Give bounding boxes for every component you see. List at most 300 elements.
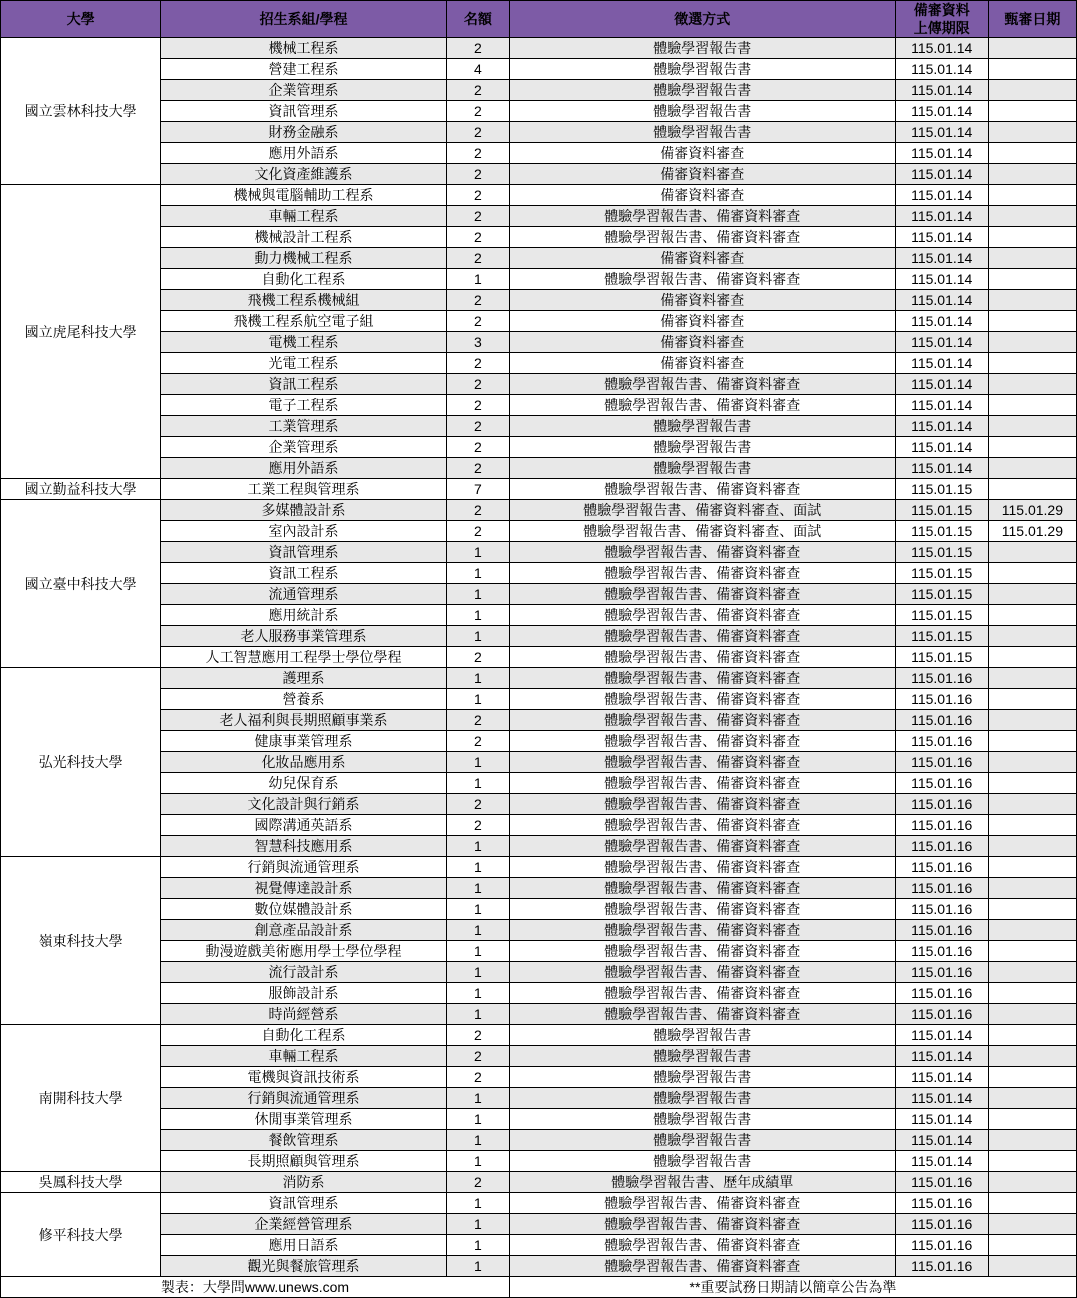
deadline-cell: 115.01.16 — [895, 1193, 988, 1214]
method-cell: 體驗學習報告書 — [509, 101, 895, 122]
deadline-cell: 115.01.16 — [895, 773, 988, 794]
interview-date-cell — [988, 626, 1076, 647]
department-cell: 機械與電腦輔助工程系 — [161, 185, 447, 206]
deadline-cell: 115.01.14 — [895, 1109, 988, 1130]
interview-date-cell — [988, 1193, 1076, 1214]
deadline-cell: 115.01.14 — [895, 1025, 988, 1046]
department-cell: 資訊管理系 — [161, 1193, 447, 1214]
quota-cell: 1 — [446, 1151, 509, 1172]
table-row — [1, 500, 1077, 521]
interview-date-cell — [988, 668, 1076, 689]
method-cell: 體驗學習報告書 — [509, 59, 895, 80]
table-row — [1, 1004, 1077, 1025]
table-row — [1, 416, 1077, 437]
method-cell: 體驗學習報告書、備審資料審查 — [509, 395, 895, 416]
quota-cell: 2 — [446, 1046, 509, 1067]
method-cell: 體驗學習報告書、備審資料審查 — [509, 836, 895, 857]
interview-date-cell — [988, 101, 1076, 122]
table-row — [1, 605, 1077, 626]
table-row — [1, 542, 1077, 563]
deadline-cell: 115.01.14 — [895, 164, 988, 185]
table-row — [1, 311, 1077, 332]
quota-cell: 2 — [446, 416, 509, 437]
deadline-cell: 115.01.16 — [895, 899, 988, 920]
department-cell: 應用外語系 — [161, 143, 447, 164]
method-cell: 體驗學習報告書、備審資料審查 — [509, 647, 895, 668]
interview-date-cell — [988, 1151, 1076, 1172]
interview-date-cell — [988, 1130, 1076, 1151]
deadline-cell: 115.01.16 — [895, 731, 988, 752]
table-row — [1, 836, 1077, 857]
interview-date-cell — [988, 374, 1076, 395]
quota-cell: 1 — [446, 857, 509, 878]
table-row — [1, 1109, 1077, 1130]
method-cell: 體驗學習報告書、備審資料審查 — [509, 668, 895, 689]
department-cell: 財務金融系 — [161, 122, 447, 143]
table-row — [1, 143, 1077, 164]
table-row — [1, 710, 1077, 731]
method-cell: 體驗學習報告書、備審資料審查 — [509, 920, 895, 941]
method-cell: 體驗學習報告書、備審資料審查 — [509, 374, 895, 395]
deadline-cell: 115.01.16 — [895, 710, 988, 731]
deadline-cell: 115.01.14 — [895, 122, 988, 143]
interview-date-cell — [988, 962, 1076, 983]
department-cell: 創意產品設計系 — [161, 920, 447, 941]
quota-cell: 1 — [446, 1235, 509, 1256]
department-cell: 護理系 — [161, 668, 447, 689]
deadline-cell: 115.01.14 — [895, 185, 988, 206]
deadline-cell: 115.01.16 — [895, 983, 988, 1004]
deadline-cell: 115.01.15 — [895, 647, 988, 668]
quota-cell: 1 — [446, 899, 509, 920]
method-cell: 體驗學習報告書 — [509, 416, 895, 437]
interview-date-cell — [988, 920, 1076, 941]
interview-date-cell — [988, 941, 1076, 962]
department-cell: 行銷與流通管理系 — [161, 857, 447, 878]
quota-cell: 2 — [446, 1172, 509, 1193]
department-cell: 文化設計與行銷系 — [161, 794, 447, 815]
method-cell: 體驗學習報告書、備審資料審查 — [509, 731, 895, 752]
column-header-method: 徵選方式 — [509, 1, 895, 38]
table-row — [1, 521, 1077, 542]
interview-date-cell — [988, 479, 1076, 500]
method-cell: 體驗學習報告書、備審資料審查 — [509, 815, 895, 836]
interview-date-cell: 115.01.29 — [988, 500, 1076, 521]
method-cell: 體驗學習報告書、備審資料審查 — [509, 857, 895, 878]
department-cell: 車輛工程系 — [161, 1046, 447, 1067]
interview-date-cell — [988, 353, 1076, 374]
department-cell: 機械設計工程系 — [161, 227, 447, 248]
department-cell: 自動化工程系 — [161, 269, 447, 290]
table-row — [1, 1235, 1077, 1256]
quota-cell: 1 — [446, 584, 509, 605]
department-cell: 電機與資訊技術系 — [161, 1067, 447, 1088]
department-cell: 服飾設計系 — [161, 983, 447, 1004]
footer-note: **重要試務日期請以簡章公告為準 — [509, 1277, 1076, 1298]
interview-date-cell — [988, 542, 1076, 563]
quota-cell: 2 — [446, 185, 509, 206]
interview-date-cell — [988, 1256, 1076, 1277]
department-cell: 飛機工程系機械組 — [161, 290, 447, 311]
quota-cell: 1 — [446, 689, 509, 710]
table-row — [1, 563, 1077, 584]
method-cell: 體驗學習報告書、備審資料審查 — [509, 227, 895, 248]
university-cell: 修平科技大學 — [1, 1193, 161, 1277]
interview-date-cell — [988, 416, 1076, 437]
method-cell: 體驗學習報告書、備審資料審查 — [509, 983, 895, 1004]
table-row — [1, 164, 1077, 185]
method-cell: 體驗學習報告書、備審資料審查 — [509, 1004, 895, 1025]
deadline-cell: 115.01.16 — [895, 941, 988, 962]
quota-cell: 1 — [446, 1088, 509, 1109]
method-cell: 體驗學習報告書、備審資料審查 — [509, 1193, 895, 1214]
method-cell: 體驗學習報告書、備審資料審查、面試 — [509, 521, 895, 542]
method-cell: 體驗學習報告書 — [509, 458, 895, 479]
deadline-cell: 115.01.14 — [895, 1046, 988, 1067]
quota-cell: 2 — [446, 1067, 509, 1088]
quota-cell: 1 — [446, 773, 509, 794]
department-cell: 行銷與流通管理系 — [161, 1088, 447, 1109]
table-row — [1, 290, 1077, 311]
quota-cell: 1 — [446, 1109, 509, 1130]
deadline-cell: 115.01.15 — [895, 500, 988, 521]
quota-cell: 1 — [446, 920, 509, 941]
method-cell: 體驗學習報告書、備審資料審查 — [509, 899, 895, 920]
interview-date-cell — [988, 164, 1076, 185]
department-cell: 企業管理系 — [161, 437, 447, 458]
quota-cell: 2 — [446, 227, 509, 248]
department-cell: 老人福利與長期照顧事業系 — [161, 710, 447, 731]
interview-date-cell — [988, 248, 1076, 269]
department-cell: 工業管理系 — [161, 416, 447, 437]
deadline-cell: 115.01.14 — [895, 248, 988, 269]
quota-cell: 2 — [446, 206, 509, 227]
deadline-cell: 115.01.16 — [895, 1004, 988, 1025]
department-cell: 電子工程系 — [161, 395, 447, 416]
department-cell: 觀光與餐旅管理系 — [161, 1256, 447, 1277]
table-row — [1, 479, 1077, 500]
method-cell: 體驗學習報告書、備審資料審查 — [509, 878, 895, 899]
method-cell: 體驗學習報告書、備審資料審查 — [509, 563, 895, 584]
interview-date-cell — [988, 752, 1076, 773]
interview-date-cell — [988, 227, 1076, 248]
department-cell: 飛機工程系航空電子組 — [161, 311, 447, 332]
quota-cell: 1 — [446, 542, 509, 563]
interview-date-cell — [988, 290, 1076, 311]
interview-date-cell — [988, 1067, 1076, 1088]
interview-date-cell — [988, 605, 1076, 626]
deadline-cell: 115.01.14 — [895, 227, 988, 248]
quota-cell: 1 — [446, 836, 509, 857]
table-row — [1, 983, 1077, 1004]
quota-cell: 1 — [446, 668, 509, 689]
university-cell: 國立臺中科技大學 — [1, 500, 161, 668]
department-cell: 應用外語系 — [161, 458, 447, 479]
table-row — [1, 122, 1077, 143]
quota-cell: 2 — [446, 395, 509, 416]
department-cell: 國際溝通英語系 — [161, 815, 447, 836]
table-row — [1, 962, 1077, 983]
method-cell: 體驗學習報告書 — [509, 80, 895, 101]
method-cell: 體驗學習報告書、備審資料審查、面試 — [509, 500, 895, 521]
quota-cell: 1 — [446, 563, 509, 584]
method-cell: 備審資料審查 — [509, 290, 895, 311]
method-cell: 體驗學習報告書、備審資料審查 — [509, 689, 895, 710]
interview-date-cell — [988, 143, 1076, 164]
quota-cell: 4 — [446, 59, 509, 80]
interview-date-cell: 115.01.29 — [988, 521, 1076, 542]
university-cell: 弘光科技大學 — [1, 668, 161, 857]
method-cell: 體驗學習報告書、備審資料審查 — [509, 269, 895, 290]
quota-cell: 2 — [446, 122, 509, 143]
university-cell: 國立虎尾科技大學 — [1, 185, 161, 479]
method-cell: 體驗學習報告書、備審資料審查 — [509, 794, 895, 815]
table-row — [1, 395, 1077, 416]
interview-date-cell — [988, 857, 1076, 878]
table-row — [1, 1088, 1077, 1109]
interview-date-cell — [988, 1025, 1076, 1046]
interview-date-cell — [988, 1172, 1076, 1193]
table-row — [1, 269, 1077, 290]
department-cell: 餐飲管理系 — [161, 1130, 447, 1151]
department-cell: 電機工程系 — [161, 332, 447, 353]
deadline-cell: 115.01.15 — [895, 563, 988, 584]
column-header-quota: 名額 — [446, 1, 509, 38]
interview-date-cell — [988, 122, 1076, 143]
table-row — [1, 1172, 1077, 1193]
deadline-cell: 115.01.14 — [895, 332, 988, 353]
method-cell: 體驗學習報告書 — [509, 1046, 895, 1067]
method-cell: 體驗學習報告書 — [509, 1067, 895, 1088]
deadline-cell: 115.01.16 — [895, 857, 988, 878]
deadline-cell: 115.01.14 — [895, 1088, 988, 1109]
table-row — [1, 647, 1077, 668]
method-cell: 體驗學習報告書、備審資料審查 — [509, 710, 895, 731]
quota-cell: 1 — [446, 878, 509, 899]
table-header — [1, 1, 1077, 38]
department-cell: 化妝品應用系 — [161, 752, 447, 773]
quota-cell: 2 — [446, 374, 509, 395]
department-cell: 機械工程系 — [161, 38, 447, 59]
department-cell: 長期照顧與管理系 — [161, 1151, 447, 1172]
interview-date-cell — [988, 878, 1076, 899]
deadline-cell: 115.01.15 — [895, 605, 988, 626]
table-row — [1, 668, 1077, 689]
method-cell: 備審資料審查 — [509, 143, 895, 164]
table-row — [1, 689, 1077, 710]
column-header-deadline — [895, 1, 988, 38]
table-row — [1, 332, 1077, 353]
interview-date-cell — [988, 206, 1076, 227]
quota-cell: 1 — [446, 941, 509, 962]
table-row — [1, 794, 1077, 815]
method-cell: 體驗學習報告書、備審資料審查 — [509, 962, 895, 983]
deadline-cell: 115.01.16 — [895, 1172, 988, 1193]
quota-cell: 1 — [446, 1004, 509, 1025]
interview-date-cell — [988, 899, 1076, 920]
department-cell: 消防系 — [161, 1172, 447, 1193]
deadline-cell: 115.01.14 — [895, 311, 988, 332]
deadline-cell: 115.01.14 — [895, 59, 988, 80]
table-body — [1, 38, 1077, 1277]
department-cell: 數位媒體設計系 — [161, 899, 447, 920]
interview-date-cell — [988, 563, 1076, 584]
deadline-cell: 115.01.16 — [895, 668, 988, 689]
table-row — [1, 353, 1077, 374]
deadline-cell: 115.01.14 — [895, 437, 988, 458]
interview-date-cell — [988, 794, 1076, 815]
department-cell: 休閒事業管理系 — [161, 1109, 447, 1130]
interview-date-cell — [988, 983, 1076, 1004]
quota-cell: 2 — [446, 500, 509, 521]
quota-cell: 2 — [446, 521, 509, 542]
department-cell: 多媒體設計系 — [161, 500, 447, 521]
table-row — [1, 80, 1077, 101]
table-row — [1, 899, 1077, 920]
department-cell: 時尚經營系 — [161, 1004, 447, 1025]
quota-cell: 1 — [446, 1130, 509, 1151]
quota-cell: 2 — [446, 311, 509, 332]
table-row — [1, 626, 1077, 647]
table-row — [1, 185, 1077, 206]
deadline-cell: 115.01.16 — [895, 836, 988, 857]
quota-cell: 2 — [446, 248, 509, 269]
method-cell: 備審資料審查 — [509, 164, 895, 185]
quota-cell: 2 — [446, 290, 509, 311]
column-header-university: 大學 — [1, 1, 161, 38]
method-cell: 體驗學習報告書、備審資料審查 — [509, 1235, 895, 1256]
quota-cell: 1 — [446, 269, 509, 290]
column-header-deadline-line1: 備審資料 — [913, 2, 970, 18]
interview-date-cell — [988, 647, 1076, 668]
table-footer — [1, 1277, 1077, 1298]
interview-date-cell — [988, 38, 1076, 59]
quota-cell: 2 — [446, 353, 509, 374]
interview-date-cell — [988, 311, 1076, 332]
table-row — [1, 374, 1077, 395]
interview-date-cell — [988, 584, 1076, 605]
table-row — [1, 584, 1077, 605]
method-cell: 體驗學習報告書、備審資料審查 — [509, 1256, 895, 1277]
table-row — [1, 1256, 1077, 1277]
table-row — [1, 248, 1077, 269]
quota-cell: 2 — [446, 164, 509, 185]
interview-date-cell — [988, 458, 1076, 479]
deadline-cell: 115.01.14 — [895, 1151, 988, 1172]
deadline-cell: 115.01.14 — [895, 395, 988, 416]
table-row — [1, 752, 1077, 773]
interview-date-cell — [988, 59, 1076, 80]
column-header-interview-date: 甄審日期 — [988, 1, 1076, 38]
quota-cell: 2 — [446, 101, 509, 122]
deadline-cell: 115.01.14 — [895, 143, 988, 164]
footer-row — [1, 1277, 1077, 1298]
quota-cell: 2 — [446, 143, 509, 164]
method-cell: 備審資料審查 — [509, 248, 895, 269]
university-cell: 國立勤益科技大學 — [1, 479, 161, 500]
university-cell: 吳鳳科技大學 — [1, 1172, 161, 1193]
deadline-cell: 115.01.14 — [895, 353, 988, 374]
quota-cell: 1 — [446, 605, 509, 626]
deadline-cell: 115.01.15 — [895, 584, 988, 605]
quota-cell: 1 — [446, 1214, 509, 1235]
quota-cell: 2 — [446, 80, 509, 101]
deadline-cell: 115.01.16 — [895, 878, 988, 899]
deadline-cell: 115.01.16 — [895, 920, 988, 941]
method-cell: 體驗學習報告書 — [509, 1151, 895, 1172]
quota-cell: 1 — [446, 626, 509, 647]
method-cell: 備審資料審查 — [509, 311, 895, 332]
interview-date-cell — [988, 731, 1076, 752]
method-cell: 體驗學習報告書 — [509, 1025, 895, 1046]
interview-date-cell — [988, 1004, 1076, 1025]
table-row — [1, 101, 1077, 122]
method-cell: 體驗學習報告書 — [509, 1088, 895, 1109]
interview-date-cell — [988, 269, 1076, 290]
department-cell: 應用統計系 — [161, 605, 447, 626]
department-cell: 動漫遊戲美術應用學士學位學程 — [161, 941, 447, 962]
department-cell: 光電工程系 — [161, 353, 447, 374]
deadline-cell: 115.01.16 — [895, 1256, 988, 1277]
method-cell: 體驗學習報告書、備審資料審查 — [509, 941, 895, 962]
deadline-cell: 115.01.14 — [895, 290, 988, 311]
quota-cell: 2 — [446, 458, 509, 479]
table-row — [1, 1046, 1077, 1067]
interview-date-cell — [988, 437, 1076, 458]
quota-cell: 2 — [446, 437, 509, 458]
interview-date-cell — [988, 1109, 1076, 1130]
department-cell: 應用日語系 — [161, 1235, 447, 1256]
quota-cell: 1 — [446, 1193, 509, 1214]
quota-cell: 2 — [446, 794, 509, 815]
department-cell: 健康事業管理系 — [161, 731, 447, 752]
method-cell: 體驗學習報告書、備審資料審查 — [509, 605, 895, 626]
university-cell: 國立雲林科技大學 — [1, 38, 161, 185]
deadline-cell: 115.01.15 — [895, 542, 988, 563]
table-row — [1, 941, 1077, 962]
table-row — [1, 206, 1077, 227]
deadline-cell: 115.01.14 — [895, 269, 988, 290]
interview-date-cell — [988, 815, 1076, 836]
deadline-cell: 115.01.14 — [895, 206, 988, 227]
interview-date-cell — [988, 1235, 1076, 1256]
table-row — [1, 59, 1077, 80]
method-cell: 體驗學習報告書、備審資料審查 — [509, 542, 895, 563]
department-cell: 流行設計系 — [161, 962, 447, 983]
department-cell: 工業工程與管理系 — [161, 479, 447, 500]
deadline-cell: 115.01.16 — [895, 794, 988, 815]
quota-cell: 1 — [446, 983, 509, 1004]
table-row — [1, 1025, 1077, 1046]
quota-cell: 7 — [446, 479, 509, 500]
interview-date-cell — [988, 80, 1076, 101]
deadline-cell: 115.01.14 — [895, 1130, 988, 1151]
deadline-cell: 115.01.16 — [895, 1214, 988, 1235]
method-cell: 體驗學習報告書、備審資料審查 — [509, 479, 895, 500]
deadline-cell: 115.01.15 — [895, 626, 988, 647]
department-cell: 營建工程系 — [161, 59, 447, 80]
method-cell: 體驗學習報告書、歷年成績單 — [509, 1172, 895, 1193]
department-cell: 智慧科技應用系 — [161, 836, 447, 857]
department-cell: 動力機械工程系 — [161, 248, 447, 269]
method-cell: 體驗學習報告書 — [509, 437, 895, 458]
university-cell: 嶺東科技大學 — [1, 857, 161, 1025]
table-row — [1, 227, 1077, 248]
deadline-cell: 115.01.14 — [895, 458, 988, 479]
deadline-cell: 115.01.16 — [895, 962, 988, 983]
method-cell: 體驗學習報告書、備審資料審查 — [509, 206, 895, 227]
column-header-department: 招生系組/學程 — [161, 1, 447, 38]
